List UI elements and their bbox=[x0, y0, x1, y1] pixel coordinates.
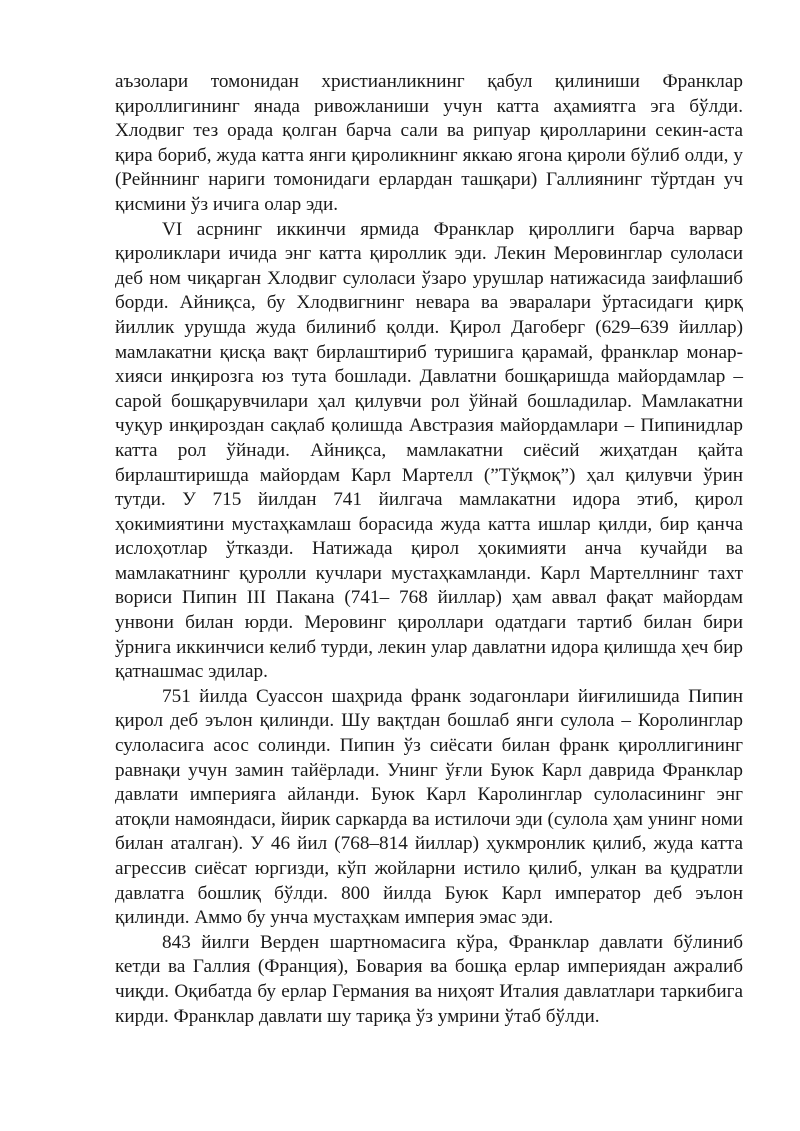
paragraph-4: 843 йилги Верден шартномасига кўра, Франклар давлати бўлиниб кетди ва Галлия (Франция), Бовария ва бошқа ерлар империядан ажралиб чиқди. Оқибатда бу ерлар Германия ва ниҳоят Италия давлатлари таркибига кирди. Франклар давлати шу тариқа ўз умрини ўтаб бўлди. bbox=[115, 931, 743, 1027]
paragraph-1: аъзолари томонидан христианликнинг қабул қилиниши Франклар қироллигининг янада ривожланиши учун катта аҳамиятга эга бўлди. Хлодвиг тез орада қолган барча сали ва рипуар қиролларини секин-аста қира бориб, жуда катта янги қироликнинг яккаю ягона қироли бўлиб олди, у (Рейннинг нариги томонидаги ерлардан ташқари) Галлиянинг тўртдан уч қисмини ўз ичига олар эди. bbox=[115, 71, 743, 215]
paragraph-3: 751 йилда Суассон шаҳрида франк зодагонлари йиғилишида Пипин қирол деб эълон қилинди. Шу вақтдан бошлаб янги сулола – Королинглар сулоласига асос солинди. Пипин ўз сиёсати билан франк қироллигининг равнақи учун замин тайёрлади. Унинг ўғли Буюк Карл даврида Франклар давлати империяга айланди. Буюк Карл Каролинглар сулоласининг энг атоқли намояндаси, йирик саркарда ва истилочи эди (сулола ҳам унинг номи билан аталган). У 46 йил (768–814 йиллар) ҳукмронлик қилиб, жуда катта агрессив сиёсат юргизди, кўп жойларни истило қилиб, улкан ва қудратли давлатга бошлиқ бўлди. 800 йилда Буюк Карл император деб эълон қилинди. Аммо бу унча мустаҳкам империя эмас эди. bbox=[115, 685, 743, 929]
paragraph-2: VI асрнинг иккинчи ярмида Франклар қироллиги барча варвар қироликлари ичида энг катта қироллик эди. Лекин Меровинглар сулоласи деб ном чиқарган Хлодвиг сулоласи ўзаро урушлар натижасида заифлашиб борди. Айниқса, бу Хлодвигнинг невара ва эваралари ўртасидаги қирқ йиллик урушда жуда билиниб қолди. Қирол Дагоберг (629–639 йиллар) мамлакатни қисқа вақт бирлаштириб туришига қарамай, франклар монар-хияси инқирозга юз тута бошлади. Давлатни бошқаришда майордамлар – сарой бошқарувчилари ҳал қилувчи рол ўйнай бошладилар. Мамлакатни чуқур инқироздан сақлаб қолишда Австразия майордамлари – Пипинидлар катта рол ўйнади. Айниқса, мамлакатни сиёсий жиҳатдан қайта бирлаштиришда майордам Карл Мартелл (”Тўқмоқ”) ҳал қилувчи ўрин тутди. У 715 йилдан 741 йилгача мамлакатни идора этиб, қирол ҳокимиятини мустаҳкамлаш борасида жуда катта ишлар қилди, бир қанча ислоҳотлар ўтказди. Натижада қирол ҳокимияти анча кучайди ва мамлакатнинг қуролли кучлари мустаҳкамланди. Карл Мартеллнинг тахт вориси Пипин III Пакана (741– 768 йиллар) ҳам аввал фақат майордам унвони билан юрди. Меровинг қироллари одатдаги тартиб билан бири ўрнига иккинчиси келиб турди, лекин улар давлатни идора қилишда ҳеч бир қатнашмас эдилар. bbox=[115, 218, 743, 683]
document-page bbox=[115, 70, 743, 1029]
